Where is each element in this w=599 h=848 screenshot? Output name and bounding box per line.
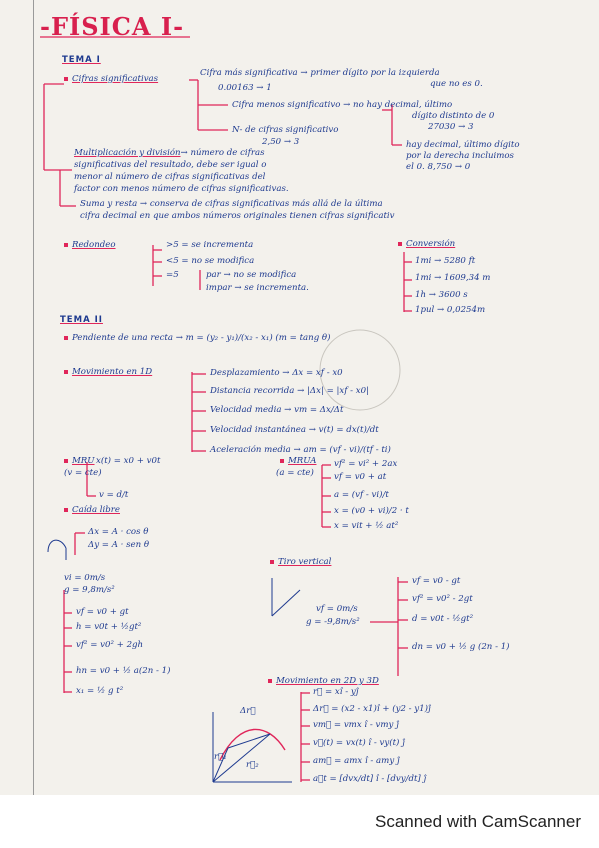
caida-e5: x₁ = ½ g t² — [76, 686, 124, 696]
mov2d-e5: am⃗ = amx î - amy ĵ — [313, 756, 400, 766]
mov-aceleracion-media: Aceleración media → am = (vf - vi)/(tf - ti) — [210, 445, 391, 455]
tema2-heading: TEMA II — [60, 315, 103, 325]
mrua-e1: vf² = vi² + 2ax — [334, 459, 398, 469]
bullet — [64, 243, 68, 247]
caida-g1: Δx = A · cos θ — [88, 527, 149, 537]
conversion-c4: 1pul → 0,0254m — [415, 305, 486, 315]
mov-velocidad-media: Velocidad media → vm = Δx/Δt — [210, 405, 344, 415]
cifras-mas-example: 0.00163 → 1 — [218, 83, 272, 93]
mrua-e2: vf = v0 + at — [334, 472, 387, 482]
bullet — [64, 336, 68, 340]
bullet — [270, 560, 274, 564]
mru-e1: x(t) = x0 + v0t — [96, 456, 161, 466]
cifras-hay-3: el 0. 8,750 → 0 — [406, 162, 471, 172]
cifras-mas-2: que no es 0. — [430, 79, 483, 89]
redondeo-r1: >5 = se incrementa — [166, 240, 254, 250]
mov2d-e2: Δr⃗ = (x2 - x1)î + (y2 - y1)ĵ — [313, 704, 431, 714]
fig-r1: r⃗₁ — [214, 752, 227, 762]
mov2d-e3: vm⃗ = vmx î - vmy ĵ — [313, 720, 399, 730]
bullet — [280, 459, 284, 463]
conversion-c2: 1mi → 1609,34 m — [415, 273, 491, 283]
cifras-menos: Cifra menos significativo → no hay decimal, último — [232, 100, 453, 110]
redondeo-r4: par → no se modifica — [206, 270, 297, 280]
cifras-hay: hay decimal, último dígito — [406, 140, 520, 150]
mov-distancia: Distancia recorrida → |Δx| = |xf - x0| — [210, 386, 370, 396]
cifras-hay-2: por la derecha incluimos — [406, 151, 514, 161]
redondeo-r3: =5 — [166, 270, 179, 280]
caida-e3: vf² = v0² + 2gh — [76, 640, 144, 650]
mult-line-3: menor al número de cifras significativas del — [74, 172, 266, 182]
tiro-e3: d = v0t - ½gt² — [412, 614, 474, 624]
movimiento-label: Movimiento en 1D — [64, 367, 152, 378]
mrua-e4: x = (v0 + vi)/2 · t — [334, 506, 409, 516]
caida-e4: hn = v0 + ½ a(2n - 1) — [76, 666, 171, 676]
cifras-mas: Cifra más significativa → primer dígito por la izquierda — [200, 68, 440, 78]
caida-g2: Δy = A · sen θ — [88, 540, 150, 550]
cifras-menos-example: 27030 → 3 — [428, 122, 474, 132]
tiro-e1: vf = v0 - gt — [412, 576, 461, 586]
tiro-e2: vf² = v0² - 2gt — [412, 594, 473, 604]
mrua-e3: a = (vf - vi)/t — [334, 490, 389, 500]
fig-r2: r⃗₂ — [246, 760, 259, 770]
mrua-e5: x = vit + ½ at² — [334, 521, 399, 531]
suma-line-2: cifra decimal en que ambos números originales tienen cifras significativ — [80, 211, 395, 221]
redondeo-label: Redondeo — [64, 240, 116, 251]
mov-desplazamiento: Desplazamiento → Δx = xf - x0 — [210, 368, 343, 378]
caida-e1: vf = v0 + gt — [76, 607, 129, 617]
bullet — [398, 242, 402, 246]
bullet — [64, 77, 68, 81]
bullet — [64, 459, 68, 463]
pendiente-recta: Pendiente de una recta → m = (y₂ - y₁)/(x₂ - x₁) (m = tang θ) — [64, 333, 330, 344]
caida-e2: h = v0t + ½gt² — [76, 622, 142, 632]
tiro-v0: vf = 0m/s — [316, 604, 358, 614]
cifras-label: Cifras significativas — [64, 74, 158, 85]
cifras-menos-2: dígito distinto de 0 — [412, 111, 495, 121]
bullet — [64, 370, 68, 374]
mov2d-e6: a⃗t = [dvx/dt] î - [dvy/dt] ĵ — [313, 774, 427, 784]
tiro-g: g = -9,8m/s² — [306, 617, 360, 627]
cifras-n-example: 2,50 → 3 — [262, 137, 300, 147]
mov2d-label: Movimiento en 2D y 3D — [268, 676, 379, 687]
caida-v0: vi = 0m/s — [64, 573, 106, 583]
mru-label: MRU — [64, 456, 95, 467]
conversion-label: Conversión — [398, 239, 455, 250]
scanner-watermark: Scanned with CamScanner — [374, 812, 581, 831]
redondeo-r5: impar → se incrementa. — [206, 283, 309, 293]
mult-line-2: significativas del resultado, debe ser igual o — [74, 160, 267, 170]
mru-sub: (v = cte) — [64, 468, 102, 478]
tiro-e4: dn = v0 + ½ g (2n - 1) — [412, 642, 510, 652]
tema1-heading: TEMA I — [62, 55, 101, 65]
conversion-c1: 1mi → 5280 ft — [415, 256, 476, 266]
mru-e2: v = d/t — [99, 490, 129, 500]
mult-line-4: factor con menos número de cifras significativas. — [74, 184, 289, 194]
bullet — [64, 508, 68, 512]
redondeo-r2: <5 = no se modifica — [166, 256, 255, 266]
mov2d-e1: r⃗ = xî - yĵ — [313, 687, 359, 697]
suma-line-1: Suma y resta → conserva de cifras significativas más allá de la última — [80, 199, 383, 209]
scanner-footer — [0, 795, 599, 848]
mov2d-e4: v⃗(t) = vx(t) î - vy(t) ĵ — [313, 738, 405, 748]
tiro-label: Tiro vertical — [270, 557, 331, 568]
conversion-c3: 1h → 3600 s — [415, 290, 468, 300]
mrua-label: MRUA — [280, 456, 316, 467]
caida-label: Caída libre — [64, 505, 120, 516]
bullet — [268, 679, 272, 683]
caida-g: g = 9,8m/s² — [64, 585, 115, 595]
mult-label: Multiplicación y división→ número de cifras — [74, 148, 265, 158]
fig-delta-r: Δr⃗ — [240, 706, 256, 716]
mrua-sub: (a = cte) — [276, 468, 314, 478]
mov-velocidad-instantanea: Velocidad instantánea → v(t) = dx(t)/dt — [210, 425, 379, 435]
page-title: -FÍSICA I- — [40, 12, 185, 41]
cifras-n: N- de cifras significativo — [232, 125, 339, 135]
